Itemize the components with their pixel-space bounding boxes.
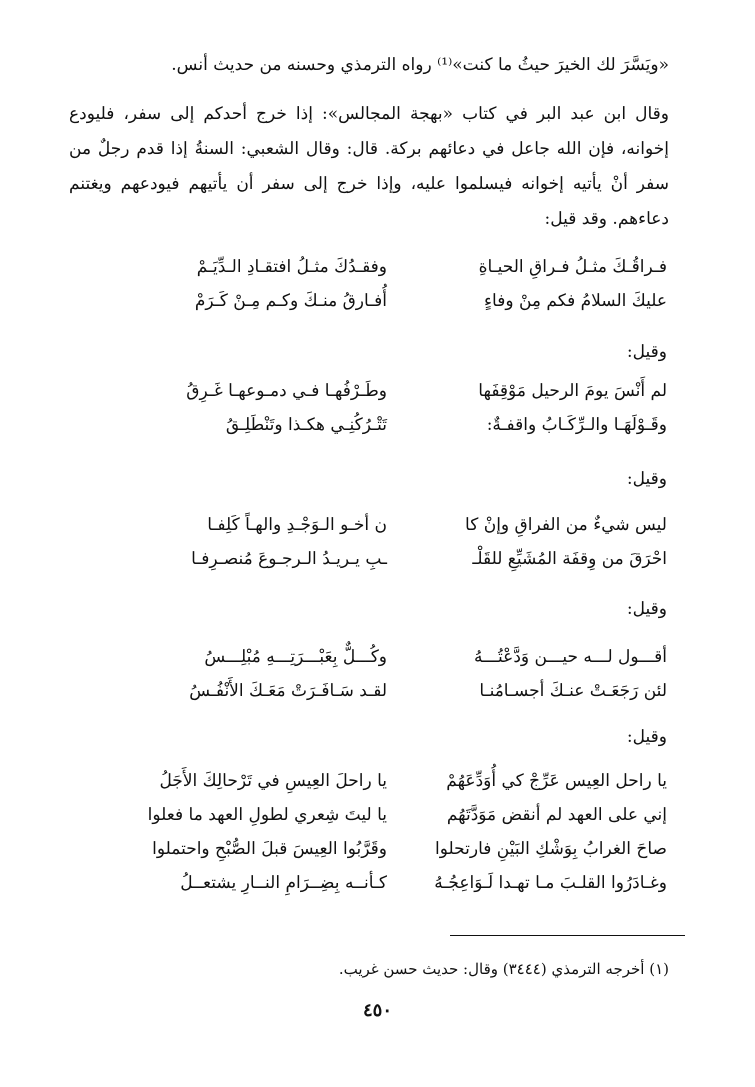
verse-row	[67, 798, 667, 832]
verse-second-hemistich: ن أخـو الـوَجْـدِ والهـاً كَلِفـا	[207, 515, 387, 535]
paragraph-1: «ويَسَّرَ لك الخيرَ حيثُ ما كنت»⁽¹⁾ رواه الترمذي وحسنه من حديث أنس.	[171, 55, 669, 75]
paragraph-2: وقال ابن عبد البر في كتاب «بهجة المجالس»: إذا خرج أحدكم إلى سفر، فليودع إخوانه، فإن الله جاعل في دعائهم بركة. قال: وقال الشعبي: السنةُ إذا قدم رجلٌ من سفر أنْ يأتيه إخوانه فيسلموا عليه، وإذا خرج إلى سفر أن يأتيهم فيودعهم ويغتنم دعاءهم. وقد قيل:	[69, 104, 669, 229]
verse-second-hemistich: تَتْـرُكُنِـي هكـذا وتَنْطَلِـقُ	[225, 415, 387, 435]
footnote: (١) أخرجه الترمذي (٣٤٤٤) وقال: حديث حسن غريب.	[338, 960, 669, 978]
poem-3	[67, 508, 667, 576]
verse-row	[67, 542, 667, 576]
verse-first-hemistich: إني على العهد لم أنقض مَوَدَّتَهُم	[446, 805, 667, 825]
verse-second-hemistich: وقَرَّبُوا العِيسَ قبلَ الصُّبْحِ واحتملوا	[152, 839, 387, 859]
verse-first-hemistich: فـراقُـكَ مثـلُ فـراقِ الحيـاةِ	[478, 257, 667, 277]
verse-first-hemistich: وقَـوْلَهَـا والـرِّكَـابُ واقفـةٌ:	[486, 415, 667, 435]
poem-5-intro: وقيل:	[626, 727, 667, 747]
verse-second-hemistich: كـأنــه بِضِــرَامِ النــارِ يشتعــلُ	[180, 873, 387, 893]
poem-4	[67, 640, 667, 708]
verse-row	[67, 284, 667, 318]
verse-second-hemistich: أُفـارقُ منـكَ وكـم مِـنْ كَـرَمْ	[194, 291, 387, 311]
verse-second-hemistich: يا ليتَ شِعري لطولِ العهد ما فعلوا	[147, 805, 387, 825]
verse-row	[67, 250, 667, 284]
verse-row	[67, 408, 667, 442]
verse-second-hemistich: لقـد سَـافَـرَتْ مَعَـكَ الأَنْفُـسُ	[189, 681, 387, 701]
verse-second-hemistich: ـبِ يـريـدُ الـرجـوعَ مُنصـرِفـا	[191, 549, 387, 569]
verse-row	[67, 866, 667, 900]
verse-row	[67, 374, 667, 408]
verse-first-hemistich: لم أَنْسَ يومَ الرحيل مَوْقِفَها	[478, 381, 667, 401]
verse-second-hemistich: يا راحلَ العِيسِ في تَرْحالِكَ الأَجَلُ	[159, 771, 387, 791]
poem-2-intro: وقيل:	[626, 342, 667, 362]
verse-first-hemistich: يا راحل العِيس عَرِّجْ كي أُوَدِّعَهُمْ	[446, 771, 667, 791]
poem-2	[67, 374, 667, 442]
footnote-divider	[450, 935, 685, 936]
poem-5	[67, 764, 667, 900]
verse-row	[67, 508, 667, 542]
verse-first-hemistich: وغـادَرُوا القلـبَ مـا تهـدا لَـوَاعِجُـهُ	[434, 873, 667, 893]
verse-row	[67, 674, 667, 708]
verse-row	[67, 764, 667, 798]
verse-first-hemistich: احْرَقَ من وِقفَة المُشَيِّعِ للقَلْـ	[472, 549, 667, 569]
poem-1	[67, 250, 667, 318]
verse-second-hemistich: وطَـرْفُهـا فـي دمـوعهـا غَـرِقُ	[186, 381, 387, 401]
poem-4-intro: وقيل:	[626, 599, 667, 619]
verse-row	[67, 640, 667, 674]
poem-3-intro: وقيل:	[626, 469, 667, 489]
verse-first-hemistich: صاحَ الغرابُ بِوَشْكِ البَيْنِ فارتحلوا	[435, 839, 667, 859]
verse-second-hemistich: وكُـــلٌّ بِعَبْـــرَتِـــهِ مُبْلِـــسُ	[204, 647, 387, 667]
verse-first-hemistich: عليكَ السلامُ فكم مِنْ وفاءٍ	[484, 291, 667, 311]
verse-first-hemistich: لئن رَجَعَـتْ عنـكَ أجسـامُنـا	[479, 681, 667, 701]
verse-first-hemistich: أقـــول لـــه حيـــن وَدَّعْتُـــهُ	[473, 647, 667, 667]
verse-second-hemistich: وفقـدُكَ مثـلُ افتقـادِ الـدِّيَـمْ	[196, 257, 387, 277]
page-number: ٤٥٠	[362, 1000, 392, 1021]
verse-row	[67, 832, 667, 866]
verse-first-hemistich: ليس شيءٌ من الفراقِ وإنْ كا	[465, 515, 667, 535]
